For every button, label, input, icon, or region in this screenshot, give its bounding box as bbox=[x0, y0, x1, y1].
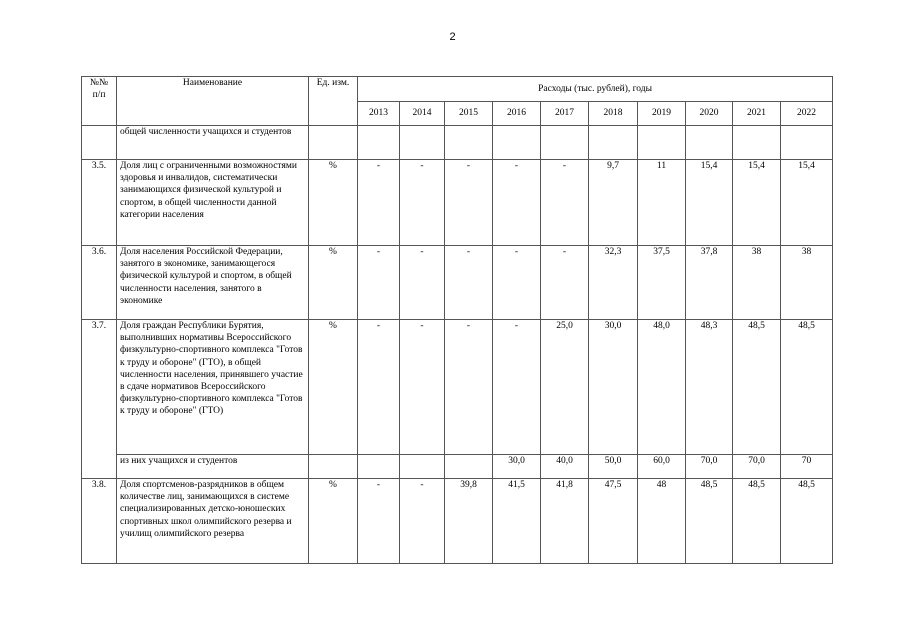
row-value: 40,0 bbox=[541, 455, 589, 479]
row-value: - bbox=[445, 246, 493, 320]
row-value: - bbox=[445, 160, 493, 246]
table-row bbox=[82, 126, 833, 160]
row-number: 3.6. bbox=[82, 246, 117, 320]
table-row bbox=[82, 320, 833, 455]
header-year: 2019 bbox=[638, 102, 686, 126]
row-value bbox=[445, 126, 493, 160]
row-value: 32,3 bbox=[589, 246, 638, 320]
indicators-table bbox=[81, 76, 833, 564]
row-value: - bbox=[400, 320, 445, 455]
row-value: 48,5 bbox=[781, 479, 833, 564]
row-value bbox=[589, 126, 638, 160]
row-name: Доля населения Российской Федерации, занятого в экономике, занимающегося физической культурой и спортом, в общей численности населения, занятого в экономике bbox=[117, 246, 309, 320]
row-value: - bbox=[445, 320, 493, 455]
row-value: 70,0 bbox=[733, 455, 781, 479]
table-row bbox=[82, 479, 833, 564]
header-num: №№ п/п bbox=[82, 77, 117, 126]
table-row bbox=[82, 455, 833, 479]
header-year: 2020 bbox=[686, 102, 733, 126]
header-year: 2017 bbox=[541, 102, 589, 126]
row-value bbox=[400, 126, 445, 160]
row-value: 50,0 bbox=[589, 455, 638, 479]
header-year: 2022 bbox=[781, 102, 833, 126]
header-year: 2013 bbox=[358, 102, 400, 126]
row-value: 15,4 bbox=[686, 160, 733, 246]
header-year: 2015 bbox=[445, 102, 493, 126]
header-row bbox=[82, 77, 833, 102]
header-year: 2021 bbox=[733, 102, 781, 126]
header-year: 2018 bbox=[589, 102, 638, 126]
row-number bbox=[82, 126, 117, 160]
row-value bbox=[358, 126, 400, 160]
row-unit: % bbox=[309, 320, 358, 455]
row-value: 48,0 bbox=[638, 320, 686, 455]
row-value bbox=[638, 126, 686, 160]
row-value: - bbox=[493, 246, 541, 320]
row-number: 3.5. bbox=[82, 160, 117, 246]
row-unit: % bbox=[309, 479, 358, 564]
row-value: 37,5 bbox=[638, 246, 686, 320]
table-row bbox=[82, 160, 833, 246]
row-value: 39,8 bbox=[445, 479, 493, 564]
row-number: 3.7. bbox=[82, 320, 117, 479]
row-value: - bbox=[493, 320, 541, 455]
header-year: 2016 bbox=[493, 102, 541, 126]
row-value: - bbox=[541, 160, 589, 246]
row-value: 48,3 bbox=[686, 320, 733, 455]
row-unit bbox=[309, 455, 358, 479]
page-number: 2 bbox=[449, 31, 456, 43]
header-name: Наименование bbox=[117, 77, 309, 126]
row-value: 25,0 bbox=[541, 320, 589, 455]
row-value: 48,5 bbox=[733, 479, 781, 564]
row-value: - bbox=[400, 246, 445, 320]
row-value: 48,5 bbox=[781, 320, 833, 455]
table-row bbox=[82, 246, 833, 320]
row-value: 30,0 bbox=[493, 455, 541, 479]
row-value: - bbox=[541, 246, 589, 320]
row-value: 37,8 bbox=[686, 246, 733, 320]
row-value: 48,5 bbox=[686, 479, 733, 564]
row-name: из них учащихся и студентов bbox=[117, 455, 309, 479]
row-name: Доля спортсменов-разрядников в общем количестве лиц, занимающихся в системе специализированных детско-юношеских спортивных школ олимпийского резерва и училищ олимпийского резерва bbox=[117, 479, 309, 564]
row-value bbox=[358, 455, 400, 479]
row-value: 11 bbox=[638, 160, 686, 246]
row-value bbox=[733, 126, 781, 160]
row-name: Доля граждан Республики Бурятия, выполнивших нормативы Всероссийского физкультурно-спортивного комплекса "Готов к труду и обороне" (ГТО), в общей численности населения, принявшего участие в сдаче нормативов Всероссийского физкультурно-спортивного комплекса "Готов к труду и обороне" (ГТО) bbox=[117, 320, 309, 455]
row-value bbox=[686, 126, 733, 160]
row-value: 48,5 bbox=[733, 320, 781, 455]
header-year: 2014 bbox=[400, 102, 445, 126]
row-value: 15,4 bbox=[781, 160, 833, 246]
row-value: - bbox=[358, 320, 400, 455]
row-value: 38 bbox=[781, 246, 833, 320]
row-value bbox=[445, 455, 493, 479]
row-unit: % bbox=[309, 246, 358, 320]
row-value: 30,0 bbox=[589, 320, 638, 455]
row-value bbox=[541, 126, 589, 160]
row-value: 48 bbox=[638, 479, 686, 564]
row-value: 38 bbox=[733, 246, 781, 320]
row-value: - bbox=[358, 246, 400, 320]
row-value: 70 bbox=[781, 455, 833, 479]
row-name: Доля лиц с ограниченными возможностями здоровья и инвалидов, систематически занимающихся физической культурой и спортом, в общей численности данной категории населения bbox=[117, 160, 309, 246]
row-value bbox=[493, 126, 541, 160]
row-unit bbox=[309, 126, 358, 160]
row-value: 47,5 bbox=[589, 479, 638, 564]
row-value bbox=[781, 126, 833, 160]
row-value: 41,5 bbox=[493, 479, 541, 564]
row-value: - bbox=[358, 479, 400, 564]
row-number: 3.8. bbox=[82, 479, 117, 564]
row-name: общей численности учащихся и студентов bbox=[117, 126, 309, 160]
row-unit: % bbox=[309, 160, 358, 246]
row-value: - bbox=[493, 160, 541, 246]
header-expenses: Расходы (тыс. рублей), годы bbox=[358, 77, 833, 102]
row-value: 9,7 bbox=[589, 160, 638, 246]
row-value: - bbox=[400, 160, 445, 246]
row-value: - bbox=[400, 479, 445, 564]
row-value: - bbox=[358, 160, 400, 246]
row-value: 60,0 bbox=[638, 455, 686, 479]
row-value bbox=[400, 455, 445, 479]
header-unit: Ед. изм. bbox=[309, 77, 358, 126]
row-value: 70,0 bbox=[686, 455, 733, 479]
row-value: 41,8 bbox=[541, 479, 589, 564]
row-value: 15,4 bbox=[733, 160, 781, 246]
